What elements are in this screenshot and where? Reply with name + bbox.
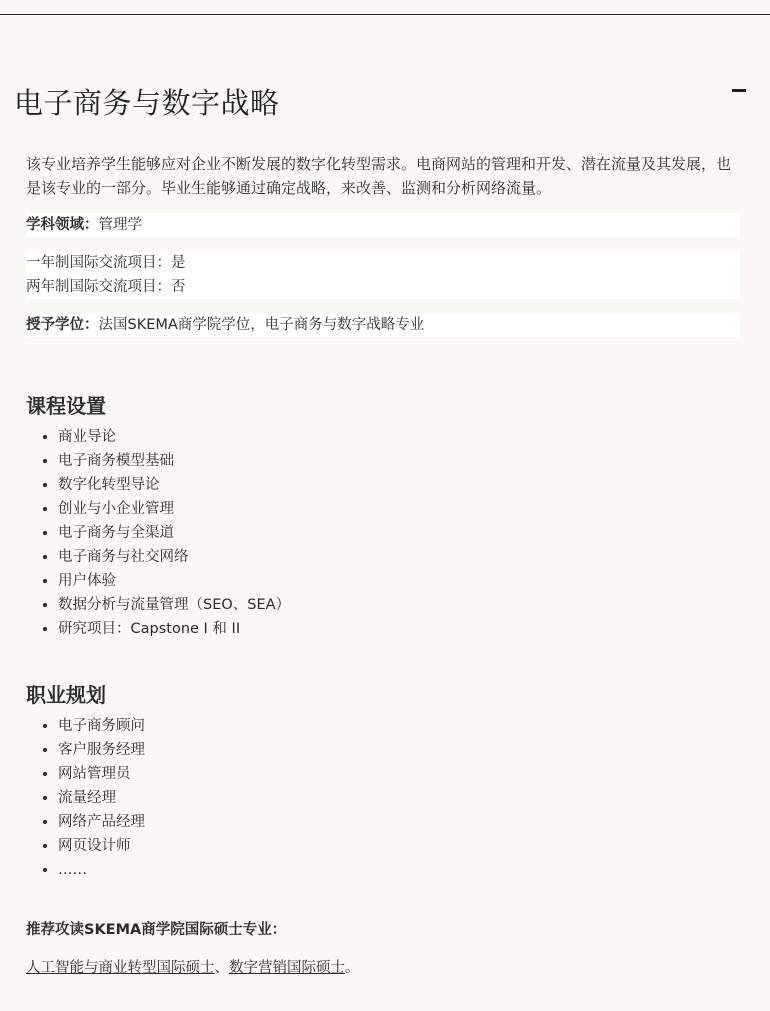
list-item: • 网络产品经理 [58, 810, 740, 834]
field-value: 管理学 [98, 217, 142, 233]
list-item: • 流量经理 [58, 786, 740, 810]
degree-value: 法国SKEMA商学院学位，电子商务与数字战略专业 [98, 317, 425, 333]
top-divider [0, 14, 770, 15]
list-item: • 电子商务模型基础 [58, 449, 740, 473]
careers-title: 职业规划 [26, 683, 106, 707]
list-item: • 电子商务顾问 [58, 714, 740, 738]
page-title: 电子商务与数字战略 [14, 86, 280, 121]
list-item: • 电子商务与全渠道 [58, 521, 740, 545]
list-item: • 电子商务与社交网络 [58, 545, 740, 569]
exchange-box [26, 251, 740, 299]
exchange-two-year: 两年制国际交流项目：否 [26, 279, 186, 295]
sentence-end: 。 [345, 960, 360, 976]
program-header [14, 62, 750, 121]
degree-label: 授予学位： [26, 317, 99, 333]
link-separator: 、 [214, 960, 229, 976]
recommend-label: 推荐攻读SKEMA商学院国际硕士专业： [26, 922, 287, 938]
list-item: • 网站管理员 [58, 762, 740, 786]
program-intro: 该专业培养学生能够应对企业不断发展的数字化转型需求。电商网站的管理和开发、潜在流量及其发展，也是该专业的一部分。毕业生能够通过确定战略，来改善、监测和分析网络流量。 [26, 155, 732, 197]
degree-box [26, 313, 740, 337]
list-item: • 研究项目：Capstone I 和 II [58, 617, 740, 641]
exchange-one-year: 一年制国际交流项目：是 [26, 255, 186, 271]
courses-title: 课程设置 [26, 394, 106, 418]
courses-list [26, 425, 740, 641]
list-item: • 数据分析与流量管理（SEO、SEA） [58, 593, 740, 617]
list-item: • 商业导论 [58, 425, 740, 449]
list-item: • …… [58, 858, 740, 882]
list-item: • 创业与小企业管理 [58, 497, 740, 521]
program-content [26, 152, 740, 980]
link-digital-marketing-master[interactable]: 数字营销国际硕士 [229, 960, 345, 976]
link-ai-business-master[interactable]: 人工智能与商业转型国际硕士 [26, 960, 215, 976]
recommend-links [26, 956, 740, 980]
list-item: • 数字化转型导论 [58, 473, 740, 497]
list-item: • 客户服务经理 [58, 738, 740, 762]
careers-list [26, 714, 740, 882]
field-label: 学科领域： [26, 217, 99, 233]
field-box [26, 213, 740, 237]
minus-icon [732, 89, 746, 92]
list-item: • 网页设计师 [58, 834, 740, 858]
list-item: • 用户体验 [58, 569, 740, 593]
collapse-button[interactable] [730, 72, 750, 96]
